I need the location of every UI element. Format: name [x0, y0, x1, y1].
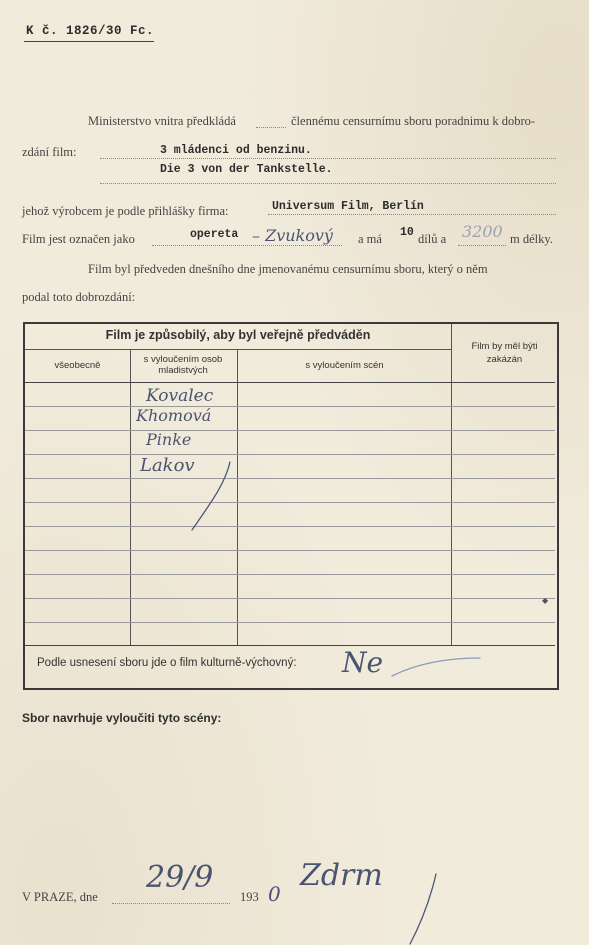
- length-handwritten: 3200: [462, 222, 503, 241]
- cultural-answer: Ne: [342, 646, 384, 679]
- verdict-table: [23, 322, 559, 690]
- table-main-header: Film je způsobilý, aby byl veřejně předváděn: [105, 328, 371, 342]
- parts-label: dílů a: [418, 232, 447, 246]
- table-divider: [25, 645, 555, 646]
- cultural-answer-stroke: [330, 650, 490, 690]
- dotted-blank: [458, 245, 506, 246]
- reference-number: K č. 1826/30 Fc.: [26, 24, 155, 38]
- table-row-line: [25, 502, 555, 503]
- official-signature: Zdrm: [300, 858, 383, 893]
- cultural-label: Podle usnesení sboru jde o film kulturně-výchovný:: [37, 657, 297, 669]
- film-title-czech: 3 mládenci od benzinu.: [160, 144, 312, 157]
- table-row-line: [25, 406, 555, 407]
- dotted-blank: [100, 183, 556, 184]
- year-handwritten: 0: [268, 882, 281, 906]
- table-row-line: [25, 430, 555, 431]
- signature-2: Khomová: [136, 406, 212, 425]
- genre-handwritten: – Zvukový: [252, 226, 333, 245]
- signature-tail: [380, 870, 450, 945]
- place-label: V PRAZE, dne: [22, 890, 98, 904]
- table-divider: [25, 349, 451, 350]
- margin-mark: ◆: [542, 596, 549, 605]
- film-label: zdání film:: [22, 145, 77, 159]
- col-header-banned: Film by měl býti zakázán: [471, 341, 538, 365]
- reference-underline: [24, 41, 154, 42]
- film-title-german: Die 3 von der Tankstelle.: [160, 163, 333, 176]
- table-divider: [451, 324, 452, 645]
- marked-label: Film jest označen jako: [22, 232, 135, 246]
- shown-line: Film byl předveden dnešního dne jmenovanému censurnímu sboru, který o něm: [88, 262, 488, 276]
- parts-count: 10: [400, 226, 414, 239]
- signature-1: Kovalec: [146, 386, 214, 406]
- scenes-heading: Sbor navrhuje vyloučiti tyto scény:: [22, 711, 222, 725]
- table-divider: [25, 382, 555, 383]
- col-header-scenes: s vyloučením scén: [305, 360, 384, 371]
- table-row-line: [25, 550, 555, 551]
- producer-name: Universum Film, Berlín: [272, 200, 424, 213]
- col-header-general: všeobecně: [54, 360, 101, 371]
- genre-value: opereta: [190, 228, 239, 241]
- has-label: a má: [358, 232, 382, 246]
- dotted-blank: [152, 245, 342, 246]
- dotted-blank: [100, 158, 556, 159]
- signature-3: Pinke: [146, 430, 192, 449]
- table-row-line: [25, 454, 555, 455]
- opinion-line: podal toto dobrozdání:: [22, 290, 136, 304]
- table-row-line: [25, 526, 555, 527]
- year-prefix: 193: [240, 890, 259, 904]
- table-row-line: [25, 478, 555, 479]
- table-row-line: [25, 622, 555, 623]
- signature-4: Lakov: [140, 455, 195, 476]
- table-row-line: [25, 598, 555, 599]
- producer-label: jehož výrobcem je podle přihlášky firma:: [22, 204, 229, 218]
- intro-line-1b: člennému censurnímu sboru poradnimu k dobro-: [291, 114, 536, 128]
- dotted-blank: [112, 903, 230, 904]
- date-handwritten: 29/9: [146, 860, 214, 895]
- intro-line-1: Ministerstvo vnitra předkládá: [88, 114, 236, 128]
- dotted-blank: [268, 214, 556, 215]
- table-row-line: [25, 574, 555, 575]
- col-header-youth: s vyloučením osob mladistvých: [143, 354, 223, 376]
- length-label: m délky.: [510, 232, 553, 246]
- signature-flourish: [130, 384, 240, 534]
- dotted-blank: [256, 127, 286, 128]
